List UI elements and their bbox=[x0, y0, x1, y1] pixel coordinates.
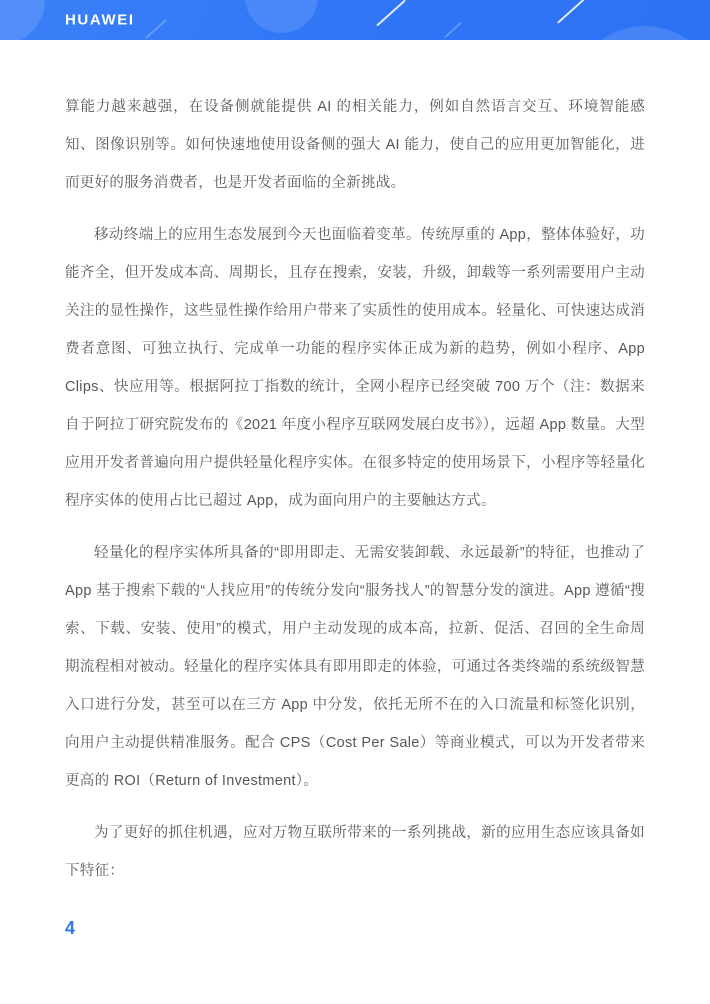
paragraph-2: 移动终端上的应用生态发展到今天也面临着变革。传统厚重的 App，整体体验好，功能齐全，但开发成本高、周期长，且存在搜索，安装，升级，卸载等一系列需要用户主动关注的显性操作，这些显性操作给用户带来了实质性的使用成本。轻量化、可快速达成消费者意图、可独立执行、完成单一功能的程序实体正成为新的趋势，例如小程序、App Clips、快应用等。根据阿拉丁指数的统计，全网小程序已经突破 700 万个（注：数据来自于阿拉丁研究院发布的《2021 年度小程序互联网发展白皮书》），远超 App 数量。大型应用开发者普遍向用户提供轻量化程序实体。在很多特定的使用场景下，小程序等轻量化程序实体的使用占比已超过 App，成为面向用户的主要触达方式。 bbox=[65, 227, 645, 509]
header-bar bbox=[0, 0, 710, 40]
page-number: 4 bbox=[65, 918, 76, 938]
decor-circle-bottom-right-icon bbox=[570, 26, 710, 40]
decor-diagonal-line-icon bbox=[444, 22, 462, 38]
decor-diagonal-line-icon bbox=[376, 0, 406, 26]
decor-diagonal-line-icon bbox=[557, 0, 585, 24]
decor-circle-top-center-icon bbox=[245, 0, 318, 33]
huawei-logo: HUAWEI bbox=[65, 11, 135, 29]
paragraph-1: 算能力越来越强，在设备侧就能提供 AI 的相关能力，例如自然语言交互、环境智能感知、图像识别等。如何快速地使用设备侧的强大 AI 能力，使自己的应用更加智能化，进而更好的服务消费者，也是开发者面临的全新挑战。 bbox=[65, 99, 645, 191]
page-content bbox=[0, 40, 710, 890]
decor-diagonal-line-icon bbox=[145, 19, 167, 39]
paragraph-4: 为了更好的抓住机遇，应对万物互联所带来的一系列挑战，新的应用生态应该具备如下特征： bbox=[65, 825, 645, 879]
paragraph-3: 轻量化的程序实体所具备的“即用即走、无需安装卸载、永远最新”的特征，也推动了 App 基于搜索下载的“人找应用”的传统分发向“服务找人”的智慧分发的演进。App 遵循“搜索、下载、安装、使用”的模式，用户主动发现的成本高，拉新、促活、召回的全生命周期流程相对被动。轻量化的程序实体具有即用即走的体验，可通过各类终端的系统级智慧入口进行分发，甚至可以在三方 App 中分发，依托无所不在的入口流量和标签化识别，向用户主动提供精准服务。配合 CPS（Cost Per Sale）等商业模式，可以为开发者带来更高的 ROI（Return of Investment）。 bbox=[65, 545, 645, 789]
decor-circle-top-left-icon bbox=[0, 0, 45, 40]
